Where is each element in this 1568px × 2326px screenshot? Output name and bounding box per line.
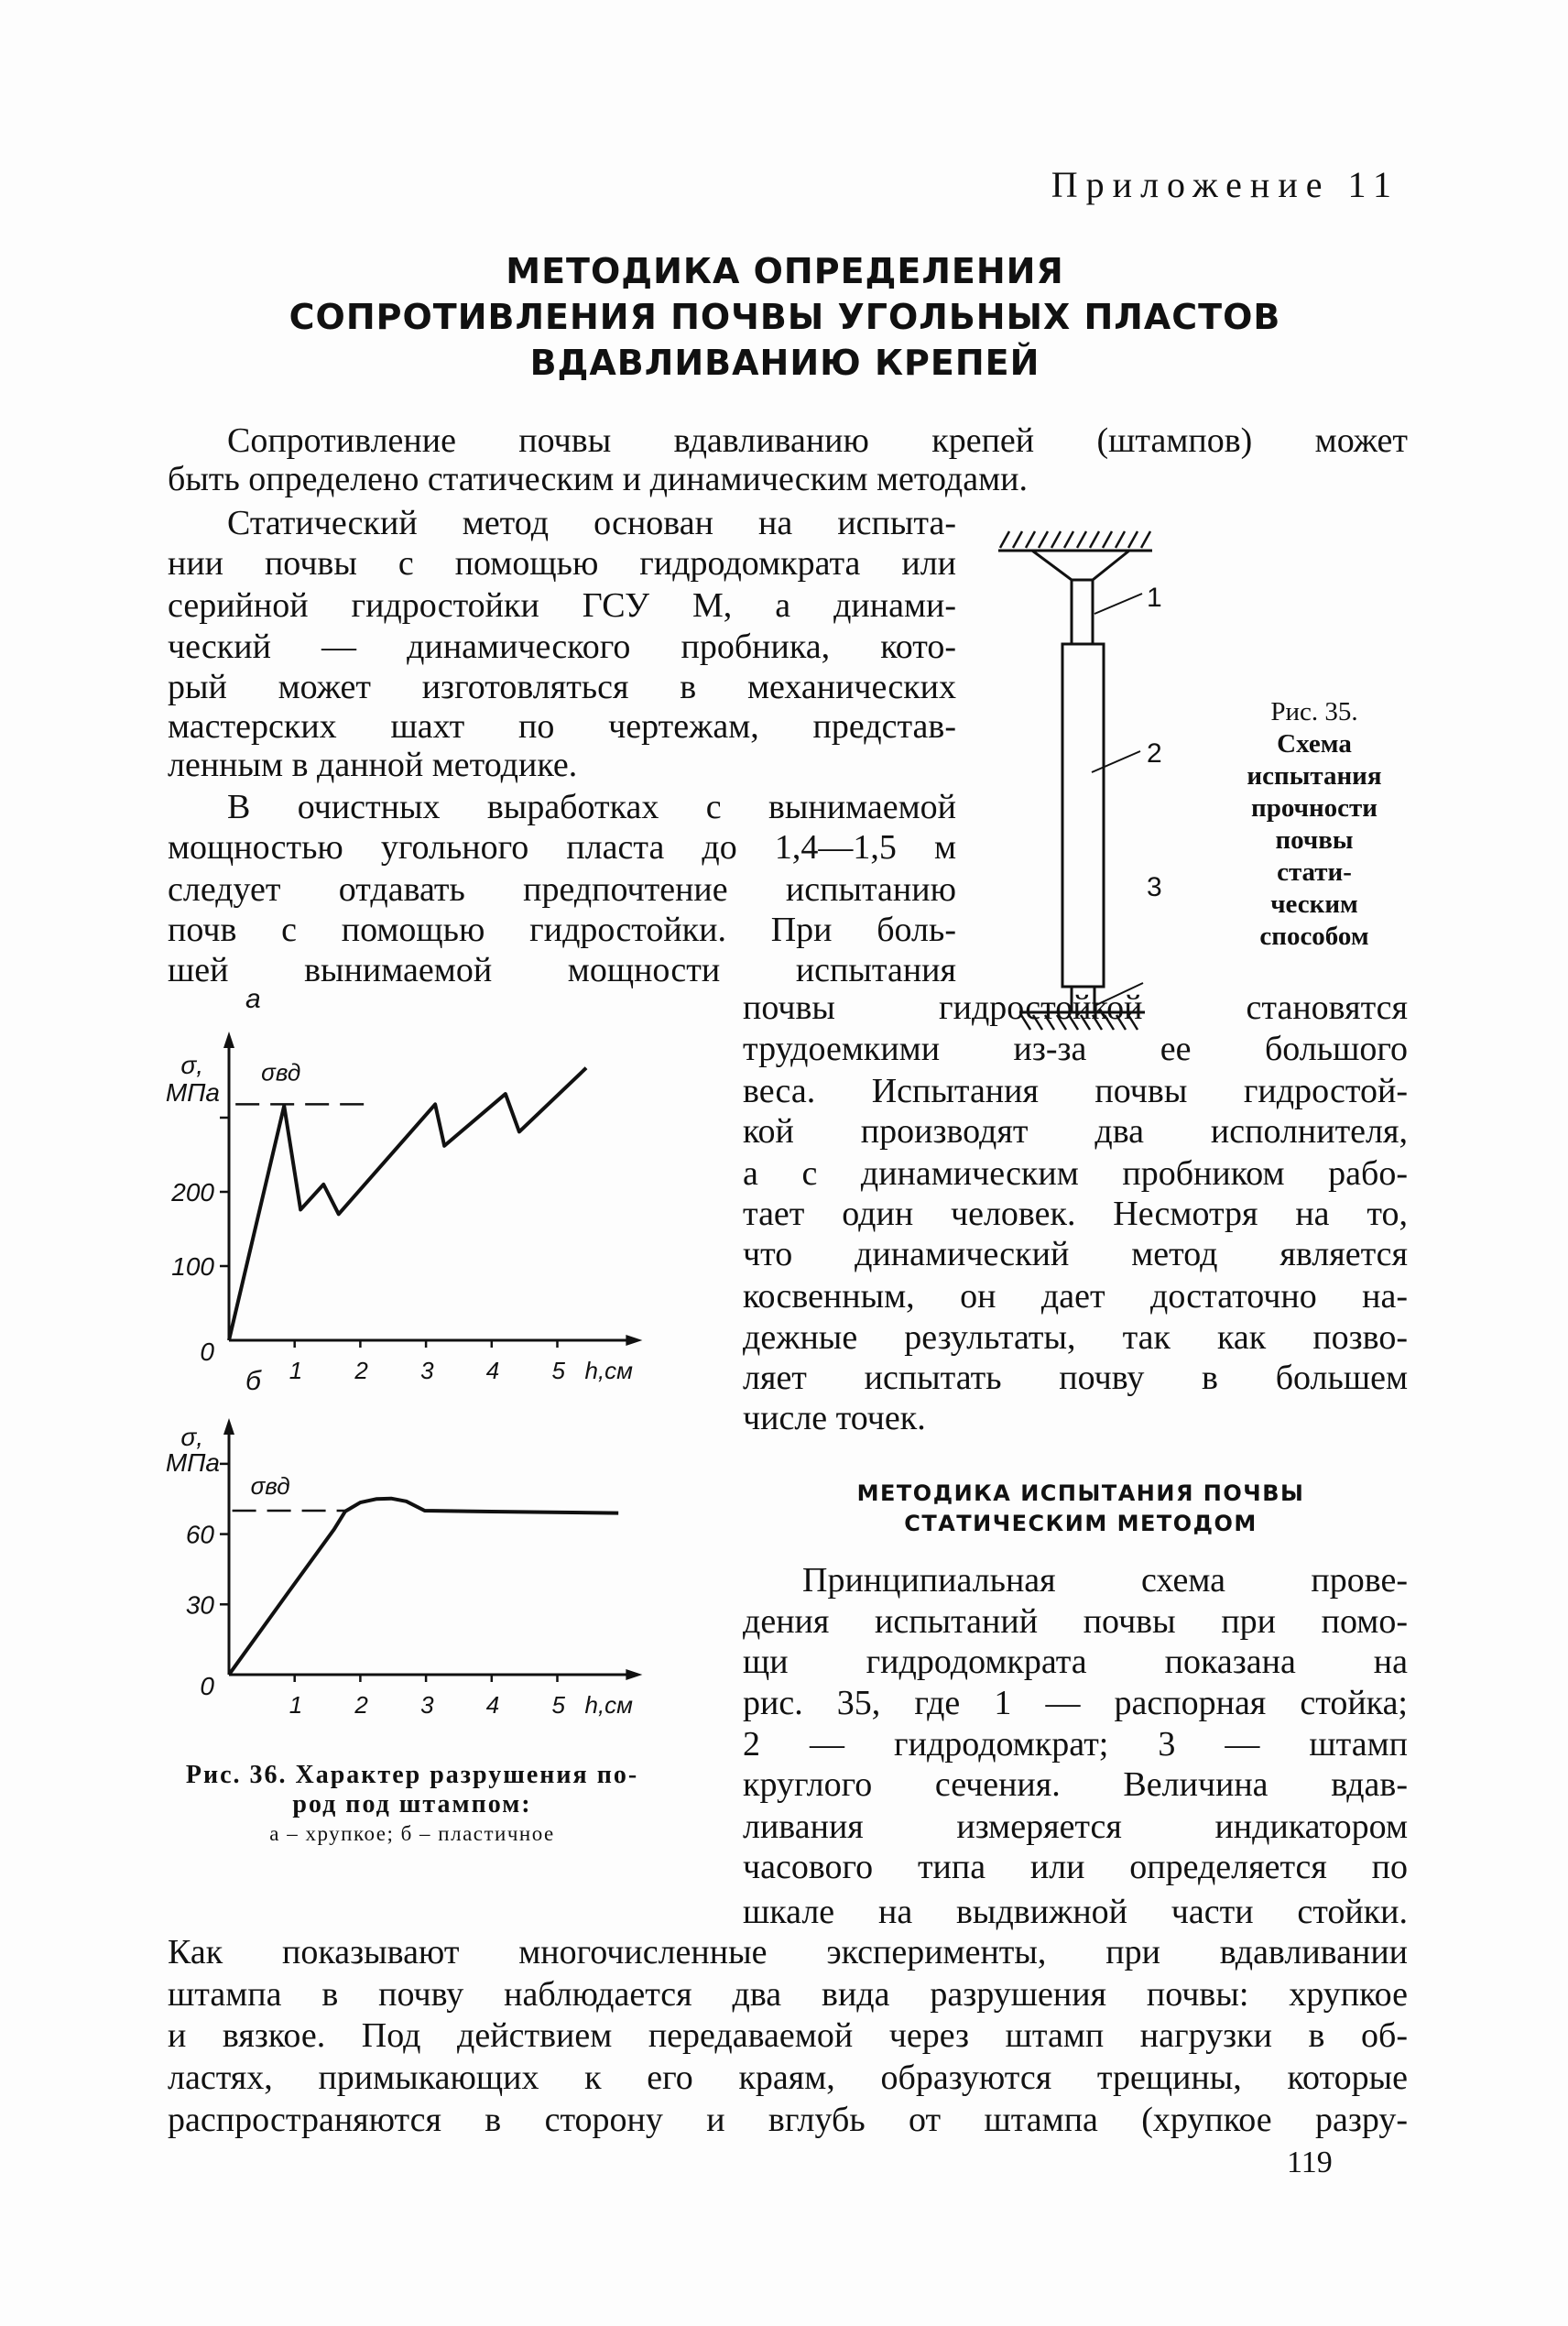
text-line: дения испытаний почвы при помо-: [743, 1602, 1408, 1641]
text-line: трудоемкими из-за ее большого: [743, 1030, 1408, 1068]
hatch-stroke: [1103, 531, 1112, 548]
hatch-stroke: [1128, 1015, 1138, 1030]
hatch-stroke: [1077, 531, 1086, 548]
page-title-line: МЕТОДИКА ОПРЕДЕЛЕНИЯ: [506, 251, 1064, 291]
prop-rod: [1072, 580, 1093, 644]
panel-label: а: [245, 984, 261, 1014]
chart-b: [166, 1366, 643, 1719]
text-line: что динамический метод является: [743, 1235, 1408, 1273]
text-line: рис. 35, где 1 — распорная стойка;: [743, 1684, 1408, 1722]
hatch-stroke: [1093, 1015, 1102, 1030]
x-axis-arrow-icon: [626, 1335, 642, 1346]
caption-line: стати-: [1277, 857, 1352, 887]
x-tick-label: 5: [551, 1357, 565, 1384]
y-tick-label: 60: [185, 1520, 214, 1549]
text-line: нии почвы с помощью гидродомкрата или: [168, 544, 956, 583]
text-line: распространяются в сторону и вглубь от штампа (хрупкое разру-: [168, 2101, 1408, 2139]
x-axis-label: h,см: [584, 1691, 634, 1719]
hatch-stroke: [1021, 1015, 1030, 1030]
hatch-stroke: [1128, 531, 1138, 548]
leader-1: [1094, 594, 1142, 614]
hatch-stroke: [1081, 1015, 1090, 1030]
text-line: веса. Испытания почвы гидростой-: [743, 1072, 1408, 1110]
text-line: В очистных выработках с вынимаемой: [227, 788, 956, 826]
panel-label: б: [245, 1366, 261, 1396]
section-heading-line: МЕТОДИКА ИСПЫТАНИЯ ПОЧВЫ: [856, 1480, 1305, 1506]
leader-2: [1092, 751, 1140, 772]
page-number: 119: [1287, 2146, 1333, 2179]
text-line: шкале на выдвижной части стойки.: [743, 1893, 1408, 1931]
caption-line: Рис. 36. Характер разрушения по-: [185, 1761, 639, 1789]
y-tick-label: 200: [171, 1178, 214, 1207]
caption-line: а – хрупкое; б – пластичное: [269, 1822, 555, 1845]
text-line: ленным в данной методике.: [168, 746, 578, 784]
figure-36-caption: [165, 1761, 659, 1849]
floor-hatch-icon: [1021, 1015, 1138, 1030]
caption-line: ческим: [1270, 890, 1358, 919]
figure-35-caption: [1227, 696, 1401, 953]
x-tick-label: 2: [354, 1357, 368, 1384]
hatch-stroke: [1069, 1015, 1078, 1030]
hatch-stroke: [1013, 531, 1022, 548]
hatch-stroke: [1051, 531, 1061, 548]
threshold-label: σвд: [261, 1058, 301, 1087]
text-line: Принципиальная схема прове-: [802, 1561, 1408, 1600]
y-axis-arrow-icon: [223, 1418, 234, 1435]
hatch-stroke: [1026, 531, 1035, 548]
y-axis-label: σ,: [180, 1051, 203, 1079]
caption-line: почвы: [1275, 825, 1354, 855]
hatch-stroke: [1105, 1015, 1114, 1030]
text-line: часового типа или определяется по: [743, 1848, 1408, 1886]
text-line: серийной гидростойки ГСУ М, а динами-: [168, 586, 956, 625]
text-line: дежные результаты, так как позво-: [743, 1318, 1408, 1357]
x-tick-label: 4: [485, 1357, 500, 1384]
hydraulic-jack: [1062, 644, 1104, 987]
label-3: 3: [1147, 872, 1162, 902]
text-line: круглого сечения. Величина вдав-: [743, 1765, 1408, 1804]
hatch-stroke: [1045, 1015, 1054, 1030]
text-line: ляет испытать почву в большем: [743, 1359, 1408, 1397]
text-line: косвенным, он дает достаточно на-: [743, 1277, 1408, 1316]
hatch-stroke: [1090, 531, 1099, 548]
x-tick-label: 4: [485, 1691, 500, 1719]
x-tick-label: 1: [289, 1691, 303, 1719]
series-line: [229, 1068, 586, 1340]
text-line: ластях, примыкающих к его краям, образуются трещины, которые: [168, 2058, 1408, 2097]
text-line: почв с помощью гидростойки. При боль-: [168, 911, 956, 949]
text-line: следует отдавать предпочтение испытанию: [168, 870, 956, 909]
text-line: тает один человек. Несмотря на то,: [743, 1195, 1408, 1233]
caption-line: Рис. 35.: [1270, 697, 1358, 726]
figure-36-charts: [166, 984, 643, 1719]
text-line: щи гидродомкрата показана на: [743, 1643, 1408, 1681]
support-head: [1032, 551, 1129, 580]
appendix-label: Приложение 11: [1051, 164, 1399, 205]
hatch-stroke: [1039, 531, 1048, 548]
text-line: штампа в почву наблюдается два вида разрушения почвы: хрупкое: [168, 1975, 1408, 2014]
caption-line: испытания: [1247, 761, 1382, 791]
page-title-line: ВДАВЛИВАНИЮ КРЕПЕЙ: [529, 343, 1040, 383]
text-line: Как показывают многочисленные эксперименты, при вдавливании: [168, 1933, 1408, 1971]
roof-hatch-icon: [1000, 531, 1150, 548]
section-heading-line: СТАТИЧЕСКИМ МЕТОДОМ: [904, 1511, 1258, 1536]
hatch-stroke: [1000, 531, 1009, 548]
text-line: шей вынимаемой мощности испытания: [168, 951, 956, 989]
caption-line: прочности: [1251, 793, 1377, 823]
page-title-line: СОПРОТИВЛЕНИЯ ПОЧВЫ УГОЛЬНЫХ ПЛАСТОВ: [289, 297, 1281, 337]
y-axis-label: МПа: [165, 1447, 220, 1477]
text-line: Статический метод основан на испыта-: [227, 504, 956, 542]
hatch-stroke: [1141, 531, 1150, 548]
text-line: ливания измеряется индикатором: [743, 1807, 1408, 1846]
hatch-stroke: [1116, 531, 1125, 548]
text-line: ческий — динамического пробника, кото-: [168, 628, 956, 666]
hatch-stroke: [1064, 531, 1073, 548]
caption-line: способом: [1259, 922, 1369, 951]
text-line: быть определено статическим и динамическим методами.: [168, 460, 1028, 498]
y-axis-label: σ,: [180, 1422, 203, 1451]
caption-line: род под штампом:: [292, 1790, 532, 1818]
hatch-stroke: [1033, 1015, 1042, 1030]
x-tick-label: 1: [289, 1357, 303, 1384]
stamp: [1072, 987, 1094, 1012]
text-line: Сопротивление почвы вдавливанию крепей (штампов) может: [227, 421, 1408, 460]
y-tick-label: 30: [185, 1590, 214, 1620]
label-1: 1: [1147, 583, 1162, 613]
hatch-stroke: [1057, 1015, 1066, 1030]
text-line: кой производят два исполнителя,: [743, 1112, 1408, 1151]
threshold-label: σвд: [250, 1472, 290, 1501]
x-axis-label: h,см: [584, 1357, 634, 1384]
series-line: [229, 1499, 618, 1675]
text-line: а с динамическим пробником рабо-: [743, 1154, 1408, 1193]
chart-a: [166, 984, 643, 1384]
caption-line: Схема: [1277, 729, 1352, 759]
x-tick-label: 3: [420, 1691, 434, 1719]
x-tick-label: 5: [551, 1691, 565, 1719]
x-axis-arrow-icon: [626, 1669, 642, 1680]
x-tick-label: 3: [420, 1357, 434, 1384]
text-line: мощностью угольного пласта до 1,4—1,5 м: [168, 828, 956, 867]
label-2: 2: [1147, 738, 1162, 769]
text-line: мастерских шахт по чертежам, представ-: [168, 707, 956, 746]
y-tick-label: 100: [171, 1252, 214, 1281]
figure-35-diagram: [998, 531, 1152, 1030]
text-line: рый может изготовляться в механических: [168, 668, 956, 706]
text-line: числе точек.: [743, 1399, 926, 1437]
hatch-stroke: [1116, 1015, 1126, 1030]
y-tick-label: 0: [200, 1338, 214, 1366]
y-axis-label: МПа: [165, 1078, 220, 1107]
x-tick-label: 2: [354, 1691, 368, 1719]
y-tick-label: 0: [200, 1672, 214, 1700]
text-line: 2 — гидродомкрат; 3 — штамп: [743, 1725, 1408, 1764]
text-line: почвы гидростойкой становятся: [743, 988, 1408, 1027]
y-axis-arrow-icon: [223, 1032, 234, 1048]
text-line: и вязкое. Под действием передаваемой через штамп нагрузки в об-: [168, 2016, 1408, 2055]
